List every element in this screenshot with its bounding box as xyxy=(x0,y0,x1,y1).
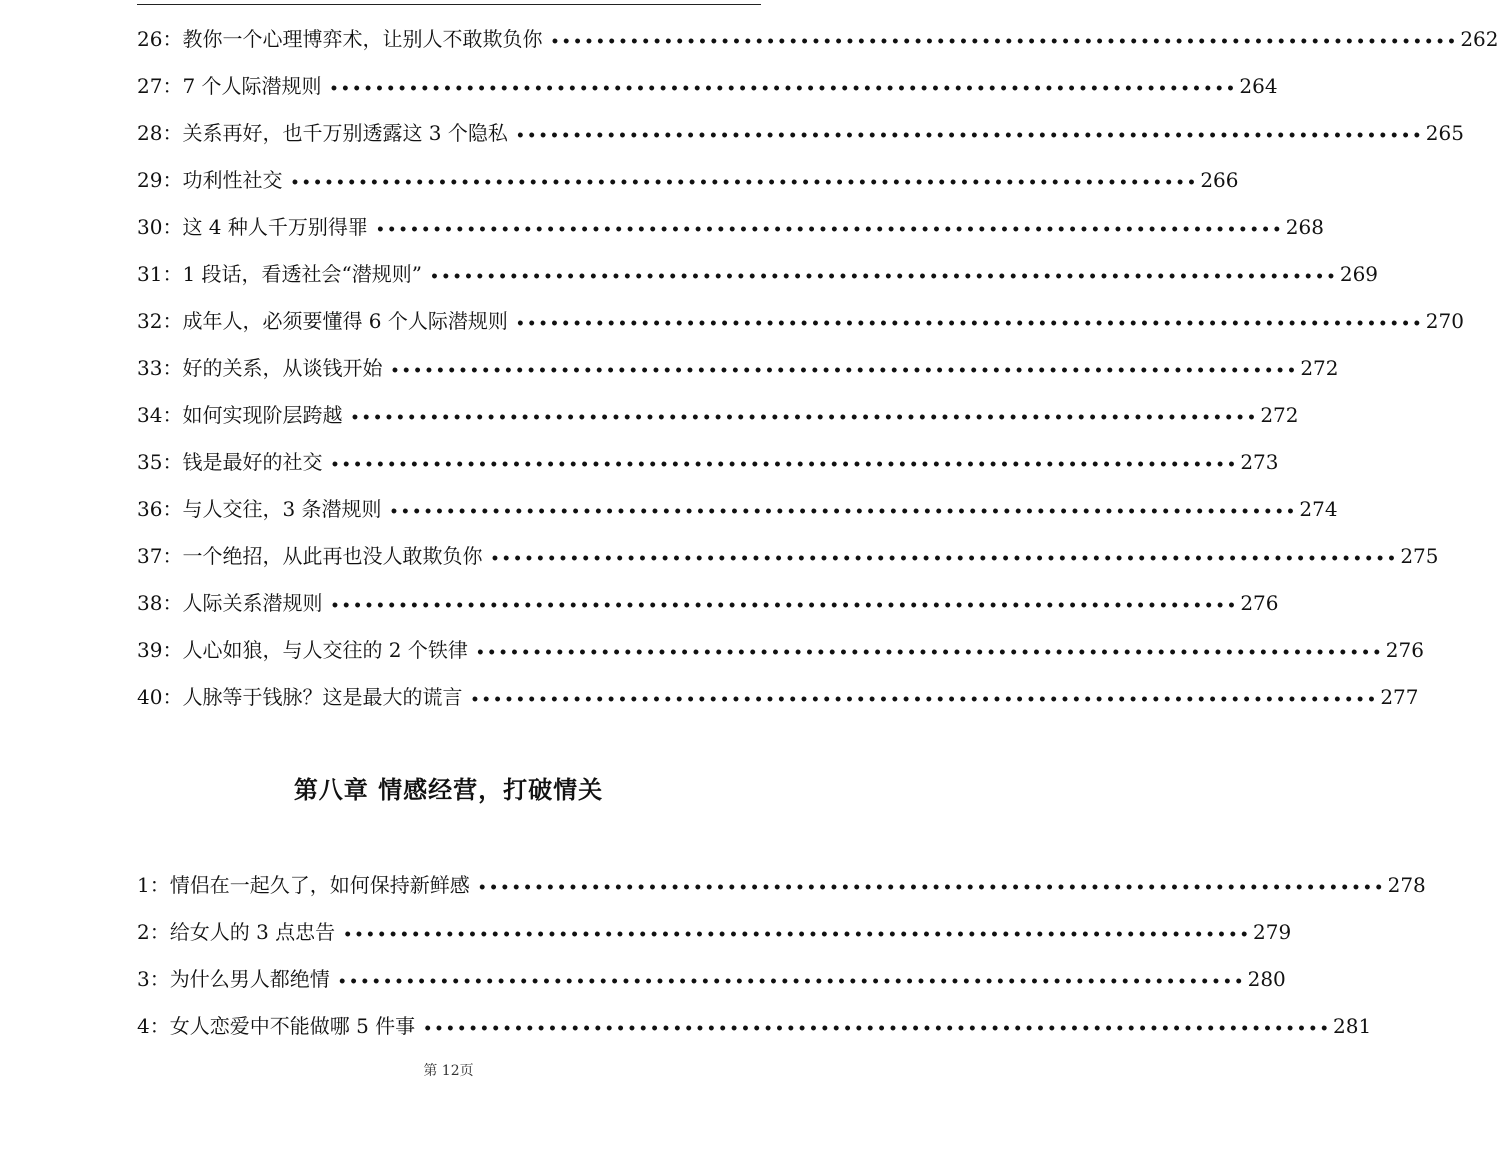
toc-leader-dots: •••••••••••••••••••••••••••••••••••••••••••••••••••••••••••••••••••••••••••••••• xyxy=(515,316,1424,332)
toc-entry[interactable] xyxy=(137,213,1324,260)
toc-entry[interactable] xyxy=(137,72,1278,119)
toc-entry-title: 一个绝招，从此再也没人敢欺负你 xyxy=(182,544,483,568)
toc-entry-title: 关系再好，也千万别透露这 3 个隐私 xyxy=(182,121,508,145)
toc-entry-separator: ： xyxy=(162,403,183,427)
toc-leader-dots: •••••••••••••••••••••••••••••••••••••••••••••••••••••••••••••••••••••••••••••••• xyxy=(550,34,1459,50)
toc-entry-number: 36 xyxy=(137,497,163,521)
toc-entry-number: 2 xyxy=(137,920,150,944)
toc-leader-dots: •••••••••••••••••••••••••••••••••••••••••••••••••••••••••••••••••••••••••••••••• xyxy=(475,645,1384,661)
toc-entry[interactable] xyxy=(137,448,1279,495)
toc-entry-page: 265 xyxy=(1425,121,1464,145)
toc-entry[interactable] xyxy=(137,260,1379,307)
toc-entry-separator: ： xyxy=(149,873,170,897)
toc-entry-page: 266 xyxy=(1200,168,1239,192)
toc-entry-number: 1 xyxy=(137,873,150,897)
toc-entry-number: 29 xyxy=(137,168,163,192)
toc-leader-dots: •••••••••••••••••••••••••••••••••••••••••••••••••••••••••••••••••••••••••••••••• xyxy=(329,81,1238,97)
top-divider xyxy=(137,4,761,5)
toc-entry-separator: ： xyxy=(149,1014,170,1038)
toc-entry-separator: ： xyxy=(149,967,170,991)
toc-entry-page: 274 xyxy=(1299,497,1338,521)
toc-entry-separator: ： xyxy=(162,591,183,615)
toc-entry-number: 27 xyxy=(137,74,163,98)
toc-entry-number: 39 xyxy=(137,638,163,662)
toc-entry-number: 31 xyxy=(137,262,163,286)
toc-entry-title: 给女人的 3 点忠告 xyxy=(169,920,336,944)
toc-entry-page: 280 xyxy=(1247,967,1286,991)
toc-entry-page: 272 xyxy=(1300,356,1339,380)
toc-entry-separator: ： xyxy=(162,27,183,51)
toc-entry-title: 这 4 种人千万别得罪 xyxy=(182,215,368,239)
toc-entry[interactable] xyxy=(137,965,1286,1012)
toc-entry-separator: ： xyxy=(162,215,183,239)
toc-leader-dots: •••••••••••••••••••••••••••••••••••••••••••••••••••••••••••••••••••••••••••••••• xyxy=(429,269,1338,285)
toc-entry-separator: ： xyxy=(162,74,183,98)
toc-entry-number: 38 xyxy=(137,591,163,615)
toc-entry-title: 为什么男人都绝情 xyxy=(169,967,330,991)
toc-entry-number: 4 xyxy=(137,1014,150,1038)
toc-entry-separator: ： xyxy=(162,121,183,145)
toc-entry-title: 人心如狼，与人交往的 2 个铁律 xyxy=(182,638,468,662)
toc-entry-page: 276 xyxy=(1385,638,1424,662)
toc-entry-number: 40 xyxy=(137,685,163,709)
toc-entry-number: 32 xyxy=(137,309,163,333)
toc-entry-title: 1 段话，看透社会“潜规则” xyxy=(182,262,422,286)
toc-entry-number: 33 xyxy=(137,356,163,380)
toc-leader-dots: •••••••••••••••••••••••••••••••••••••••••••••••••••••••••••••••••••••••••••••••• xyxy=(343,927,1252,943)
toc-entry[interactable] xyxy=(137,871,1426,918)
toc-entry-page: 277 xyxy=(1380,685,1419,709)
toc-entry-separator: ： xyxy=(162,309,183,333)
toc-entry[interactable] xyxy=(137,683,1419,730)
toc-entry-number: 35 xyxy=(137,450,163,474)
toc-leader-dots: •••••••••••••••••••••••••••••••••••••••••••••••••••••••••••••••••••••••••••••••• xyxy=(330,598,1239,614)
toc-entry[interactable] xyxy=(137,918,1292,965)
toc-entry-page: 272 xyxy=(1260,403,1299,427)
toc-entry-separator: ： xyxy=(149,920,170,944)
toc-entry-title: 女人恋爱中不能做哪 5 件事 xyxy=(169,1014,416,1038)
toc-leader-dots: •••••••••••••••••••••••••••••••••••••••••••••••••••••••••••••••••••••••••••••••• xyxy=(515,128,1424,144)
toc-entry-separator: ： xyxy=(162,168,183,192)
toc-entry[interactable] xyxy=(137,307,1464,354)
toc-leader-dots: •••••••••••••••••••••••••••••••••••••••••••••••••••••••••••••••••••••••••••••••• xyxy=(290,175,1199,191)
toc-list-chapter-7 xyxy=(137,25,1499,730)
toc-entry[interactable] xyxy=(137,354,1339,401)
toc-entry-title: 如何实现阶层跨越 xyxy=(182,403,343,427)
toc-entry-page: 278 xyxy=(1387,873,1426,897)
toc-entry[interactable] xyxy=(137,495,1338,542)
toc-entry[interactable] xyxy=(137,1012,1372,1059)
toc-entry-page: 279 xyxy=(1253,920,1292,944)
toc-entry-separator: ： xyxy=(162,356,183,380)
toc-entry-number: 28 xyxy=(137,121,163,145)
toc-leader-dots: •••••••••••••••••••••••••••••••••••••••••••••••••••••••••••••••••••••••••••••••• xyxy=(390,363,1299,379)
toc-entry-page: 273 xyxy=(1240,450,1279,474)
toc-entry[interactable] xyxy=(137,589,1279,636)
toc-entry-title: 7 个人际潜规则 xyxy=(182,74,322,98)
toc-entry-separator: ： xyxy=(162,544,183,568)
toc-entry-page: 275 xyxy=(1400,544,1439,568)
toc-leader-dots: •••••••••••••••••••••••••••••••••••••••••••••••••••••••••••••••••••••••••••••••• xyxy=(337,974,1246,990)
toc-entry-page: 269 xyxy=(1339,262,1379,286)
toc-entry-title: 功利性社交 xyxy=(182,168,283,192)
toc-entry-page: 264 xyxy=(1239,74,1278,98)
toc-entry-page: 268 xyxy=(1285,215,1324,239)
toc-leader-dots: •••••••••••••••••••••••••••••••••••••••••••••••••••••••••••••••••••••••••••••••• xyxy=(375,222,1284,238)
toc-entry-title: 情侣在一起久了，如何保持新鲜感 xyxy=(169,873,470,897)
toc-entry-number: 3 xyxy=(137,967,150,991)
toc-leader-dots: •••••••••••••••••••••••••••••••••••••••••••••••••••••••••••••••••••••••••••••••• xyxy=(330,457,1239,473)
toc-entry[interactable] xyxy=(137,636,1424,683)
toc-leader-dots: •••••••••••••••••••••••••••••••••••••••••••••••••••••••••••••••••••••••••••••••• xyxy=(350,410,1259,426)
toc-leader-dots: •••••••••••••••••••••••••••••••••••••••••••••••••••••••••••••••••••••••••••••••• xyxy=(423,1021,1332,1037)
toc-entry-separator: ： xyxy=(162,685,183,709)
toc-entry-title: 人际关系潜规则 xyxy=(182,591,323,615)
toc-entry-page: 270 xyxy=(1425,309,1464,333)
toc-entry-page: 262 xyxy=(1460,27,1499,51)
toc-entry-separator: ： xyxy=(162,262,183,286)
toc-entry[interactable] xyxy=(137,401,1299,448)
toc-entry[interactable] xyxy=(137,166,1239,213)
toc-entry-number: 26 xyxy=(137,27,163,51)
toc-leader-dots: •••••••••••••••••••••••••••••••••••••••••••••••••••••••••••••••••••••••••••••••• xyxy=(477,880,1386,896)
toc-entry-separator: ： xyxy=(162,450,183,474)
toc-leader-dots: •••••••••••••••••••••••••••••••••••••••••••••••••••••••••••••••••••••••••••••••• xyxy=(389,504,1298,520)
toc-leader-dots: •••••••••••••••••••••••••••••••••••••••••••••••••••••••••••••••••••••••••••••••• xyxy=(470,692,1379,708)
toc-entry-separator: ： xyxy=(162,638,183,662)
toc-entry-page: 281 xyxy=(1333,1014,1372,1038)
toc-entry-title: 好的关系，从谈钱开始 xyxy=(182,356,383,380)
toc-entry-title: 人脉等于钱脉？这是最大的谎言 xyxy=(182,685,463,709)
toc-list-chapter-8 xyxy=(137,871,1426,1059)
toc-leader-dots: •••••••••••••••••••••••••••••••••••••••••••••••••••••••••••••••••••••••••••••••• xyxy=(490,551,1399,567)
page-number: 第 12页 xyxy=(423,1063,474,1079)
toc-entry[interactable] xyxy=(137,542,1439,589)
toc-entry-number: 34 xyxy=(137,403,163,427)
toc-entry-title: 教你一个心理博弈术，让别人不敢欺负你 xyxy=(182,27,543,51)
chapter-heading: 第八章 情感经营，打破情关 xyxy=(293,776,604,804)
toc-entry-title: 成年人，必须要懂得 6 个人际潜规则 xyxy=(182,309,508,333)
toc-entry-title: 钱是最好的社交 xyxy=(182,450,323,474)
toc-entry-page: 276 xyxy=(1240,591,1279,615)
toc-entry-number: 37 xyxy=(137,544,163,568)
toc-entry-title: 与人交往，3 条潜规则 xyxy=(182,497,382,521)
toc-entry[interactable] xyxy=(137,25,1499,72)
toc-entry[interactable] xyxy=(137,119,1464,166)
toc-entry-separator: ： xyxy=(162,497,183,521)
toc-entry-number: 30 xyxy=(137,215,163,239)
